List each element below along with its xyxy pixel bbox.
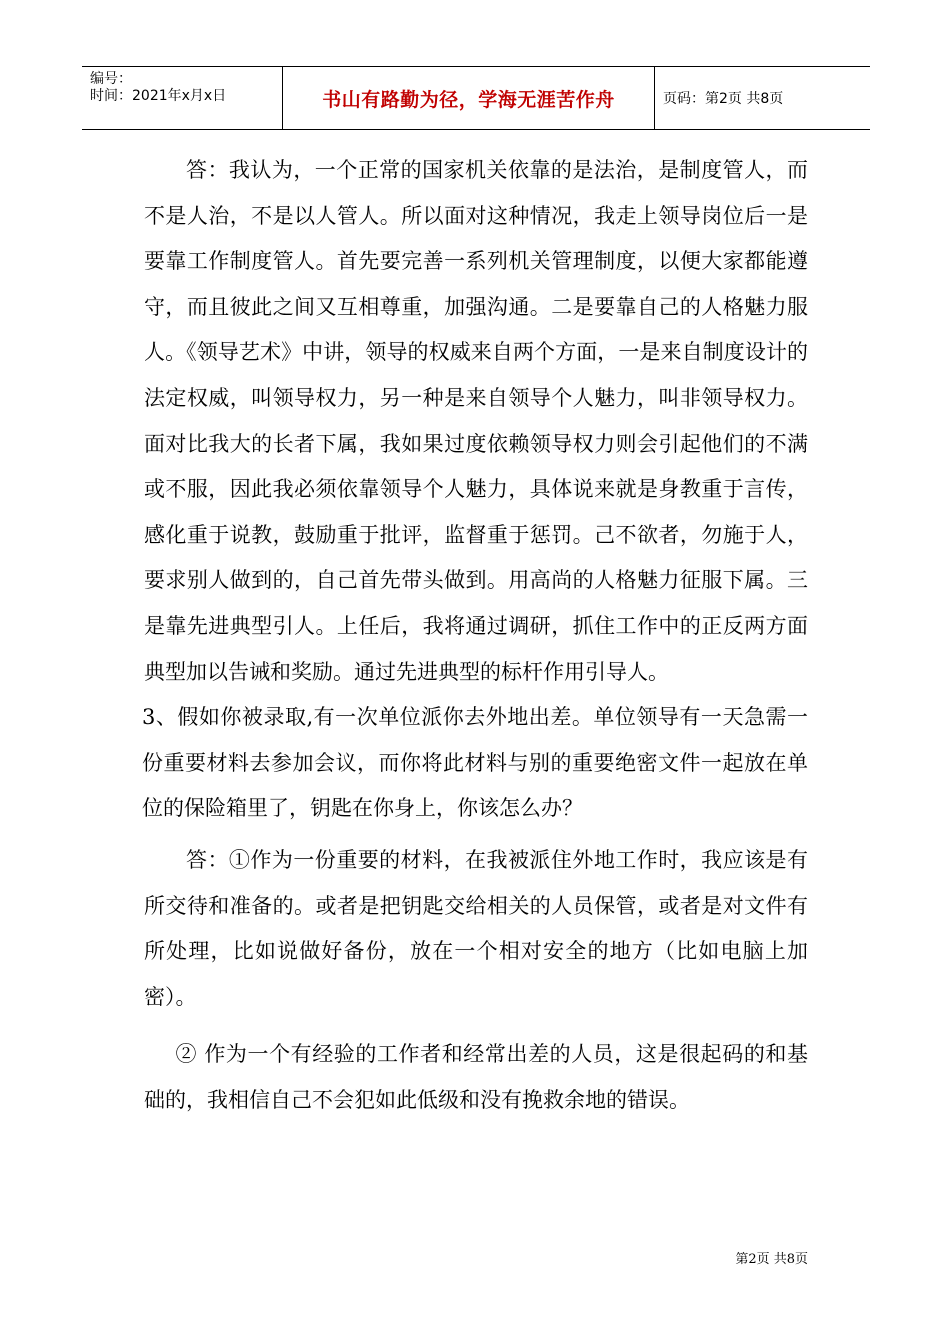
document-body (144, 148, 808, 1123)
header-page-cell (655, 67, 870, 129)
header-motto-cell (283, 67, 655, 129)
header-meta-cell (82, 67, 283, 129)
answer-3-point-1: 答：①作为一份重要的材料，在我被派住外地工作时，我应该是有所交待和准备的。或者是把钥匙交给相关的人员保管，或者是对文件有所处理，比如说做好备份，放在一个相对安全的地方（比如电脑上加密）。 (144, 847, 808, 1009)
header-page-info: 页码：第2页 共8页 (663, 91, 784, 107)
document-date-label: 时间：2021年x月x日 (90, 88, 227, 104)
answer-paragraph: 答：我认为，一个正常的国家机关依靠的是法治，是制度管人，而不是人治，不是以人管人。所以面对这种情况，我走上领导岗位后一是要靠工作制度管人。首先要完善一系列机关管理制度，以便大家都能遵守，而且彼此之间又互相尊重，加强沟通。二是要靠自己的人格魅力服人。《领导艺术》中讲，领导的权威来自两个方面，一是来自制度设计的法定权威，叫领导权力，另一种是来自领导个人魅力，叫非领导权力。面对比我大的长者下属，我如果过度依赖领导权力则会引起他们的不满或不服，因此我必须依靠领导个人魅力，具体说来就是身教重于言传，感化重于说教，鼓励重于批评，监督重于惩罚。己不欲者，勿施于人，要求别人做到的，自己首先带头做到。用高尚的人格魅力征服下属。三是靠先进典型引人。上任后，我将通过调研，抓住工作中的正反两方面典型加以告诫和奖励。通过先进典型的标杆作用引导人。 (144, 158, 808, 684)
answer-3-point-2: ② 作为一个有经验的工作者和经常出差的人员，这是很起码的和基础的，我相信自己不会犯如此低级和没有挽救余地的错误。 (144, 1042, 808, 1112)
document-number-label: 编号： (90, 71, 132, 87)
page-header (82, 66, 870, 130)
header-motto: 书山有路勤为径，学海无涯苦作舟 (322, 88, 615, 111)
question-3: 3、假如你被录取,有一次单位派你去外地出差。单位领导有一天急需一份重要材料去参加会议，而你将此材料与别的重要绝密文件一起放在单位的保险箱里了，钥匙在你身上，你该怎么办？ (142, 705, 808, 821)
page-footer: 第2页 共8页 (735, 1252, 808, 1267)
